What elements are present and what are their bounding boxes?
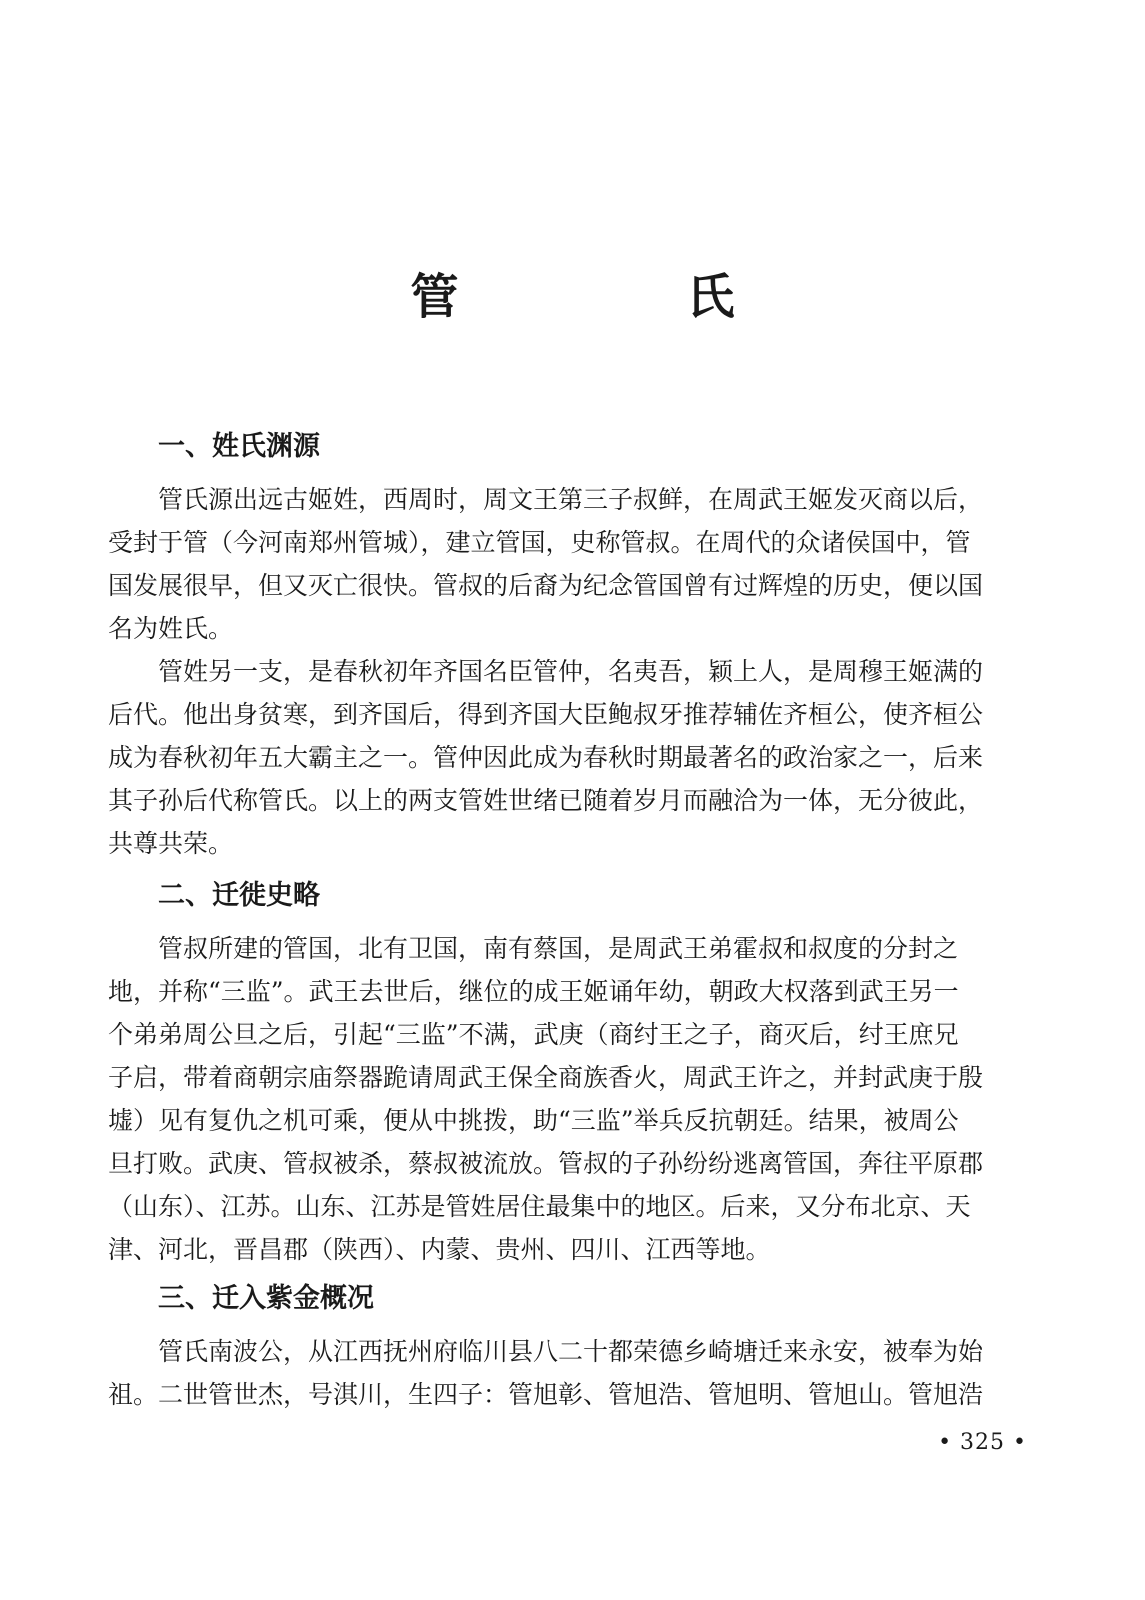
section-heading-migration: 二、迁徙史略 — [158, 880, 320, 911]
page-number: • 325 • — [938, 1430, 1027, 1455]
text-line: 子启，带着商朝宗庙祭器跪请周武王保全商族香火，周武王许之，并封武庚于殷 — [108, 1063, 984, 1092]
text-line: 管氏南波公，从江西抚州府临川县八二十都荣德乡崎塘迁来永安，被奉为始 — [158, 1337, 984, 1366]
text-line: 墟）见有复仇之机可乘，便从中挑拨，助“三监”举兵反抗朝廷。结果，被周公 — [108, 1106, 959, 1135]
text-line: 祖。二世管世杰，号淇川，生四子：管旭彰、管旭浩、管旭明、管旭山。管旭浩 — [108, 1380, 984, 1409]
text-line: 旦打败。武庚、管叔被杀，蔡叔被流放。管叔的子孙纷纷逃离管国，奔往平原郡 — [108, 1149, 984, 1178]
section-heading-zijin: 三、迁入紫金概况 — [158, 1283, 374, 1314]
text-line: 津、河北，晋昌郡（陕西）、内蒙、贵州、四川、江西等地。 — [108, 1235, 771, 1264]
text-line: 管叔所建的管国，北有卫国，南有蔡国，是周武王弟霍叔和叔度的分封之 — [158, 934, 959, 963]
text-line: 管氏源出远古姬姓，西周时，周文王第三子叔鲜，在周武王姬发灭商以后， — [158, 485, 984, 514]
section-body-zijin — [108, 1330, 1028, 1416]
text-line: 个弟弟周公旦之后，引起“三监”不满，武庚（商纣王之子，商灭后，纣王庶兄 — [108, 1020, 959, 1049]
text-line: 其子孙后代称管氏。以上的两支管姓世绪已随着岁月而融洽为一体，无分彼此， — [108, 786, 984, 815]
section-body-origin — [108, 478, 1028, 865]
text-line: （山东）、江苏。山东、江苏是管姓居住最集中的地区。后来，又分布北京、天 — [108, 1192, 971, 1221]
text-line: 名为姓氏。 — [108, 614, 234, 643]
section-body-migration — [108, 927, 1028, 1271]
text-line: 共尊共荣。 — [108, 829, 234, 858]
page-title: 管 氏 — [410, 269, 825, 325]
text-line: 管姓另一支，是春秋初年齐国名臣管仲，名夷吾，颖上人，是周穆王姬满的 — [158, 657, 984, 686]
text-line: 成为春秋初年五大霸主之一。管仲因此成为春秋时期最著名的政治家之一，后来 — [108, 743, 984, 772]
text-line: 国发展很早，但又灭亡很快。管叔的后裔为纪念管国曾有过辉煌的历史，便以国 — [108, 571, 984, 600]
text-line: 后代。他出身贫寒，到齐国后，得到齐国大臣鲍叔牙推荐辅佐齐桓公，使齐桓公 — [108, 700, 984, 729]
section-heading-origin: 一、姓氏渊源 — [158, 431, 320, 462]
text-line: 地，并称“三监”。武王去世后，继位的成王姬诵年幼，朝政大权落到武王另一 — [108, 977, 959, 1006]
text-line: 受封于管（今河南郑州管城），建立管国，史称管叔。在周代的众诸侯国中，管 — [108, 528, 971, 557]
